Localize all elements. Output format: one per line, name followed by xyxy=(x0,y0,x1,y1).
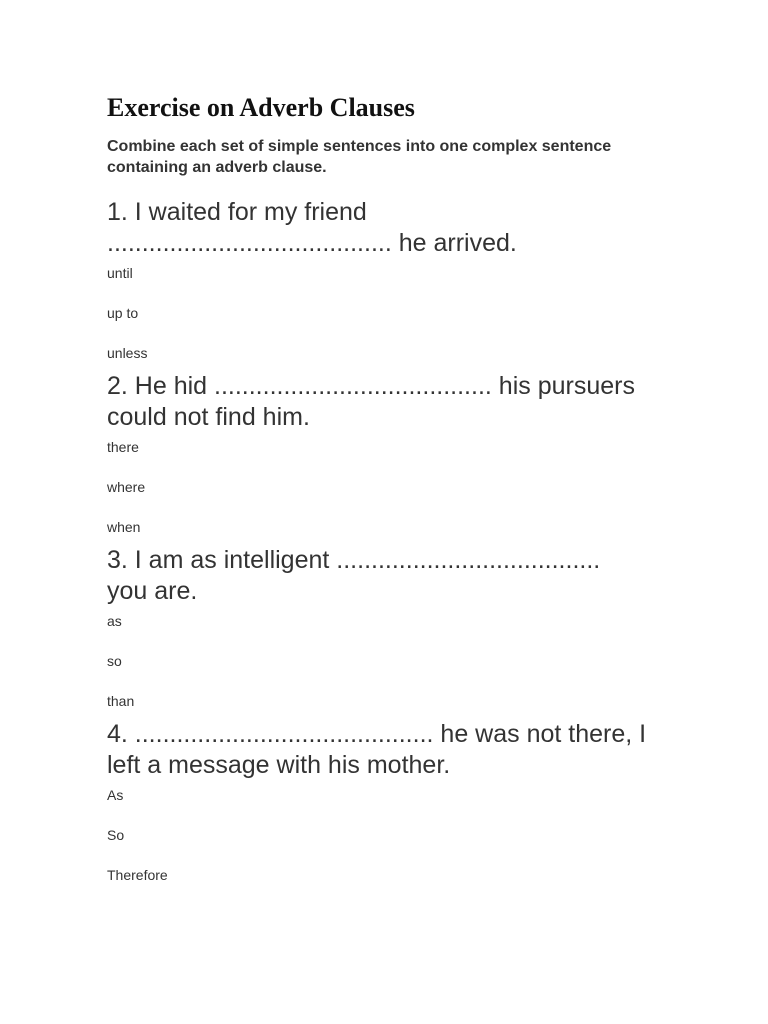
question-3-text: 3. I am as intelligent ...................................... you are. xyxy=(107,546,601,605)
question-3-option-than[interactable]: than xyxy=(107,693,135,709)
question-4 xyxy=(107,719,708,883)
question-1-options xyxy=(107,265,708,361)
question-4-option-therefore[interactable]: Therefore xyxy=(107,867,168,883)
question-2 xyxy=(107,371,708,535)
question-4-options xyxy=(107,787,708,883)
question-3 xyxy=(107,545,708,709)
instructions-text: Combine each set of simple sentences into one complex sentence containing an adverb clause. xyxy=(107,138,612,176)
question-list xyxy=(107,197,708,883)
question-4-option-as[interactable]: As xyxy=(107,787,124,803)
question-1 xyxy=(107,197,708,361)
question-1-option-unless[interactable]: unless xyxy=(107,345,148,361)
question-2-text: 2. He hid ........................................ his pursuers could not find him. xyxy=(107,372,635,431)
question-3-option-as[interactable]: as xyxy=(107,613,122,629)
page-title: Exercise on Adverb Clauses xyxy=(107,93,415,122)
question-4-option-so[interactable]: So xyxy=(107,827,125,843)
question-3-options xyxy=(107,613,708,709)
question-1-text: 1. I waited for my friend ......................................... he arrived. xyxy=(107,198,517,257)
question-1-option-until[interactable]: until xyxy=(107,265,133,281)
question-2-option-when[interactable]: when xyxy=(107,519,141,535)
question-1-option-up-to[interactable]: up to xyxy=(107,305,139,321)
question-2-option-where[interactable]: where xyxy=(107,479,146,495)
question-4-text: 4. ........................................... he was not there, I left a message with his mother. xyxy=(107,720,647,779)
question-2-options xyxy=(107,439,708,535)
question-3-option-so[interactable]: so xyxy=(107,653,122,669)
question-2-option-there[interactable]: there xyxy=(107,439,139,455)
